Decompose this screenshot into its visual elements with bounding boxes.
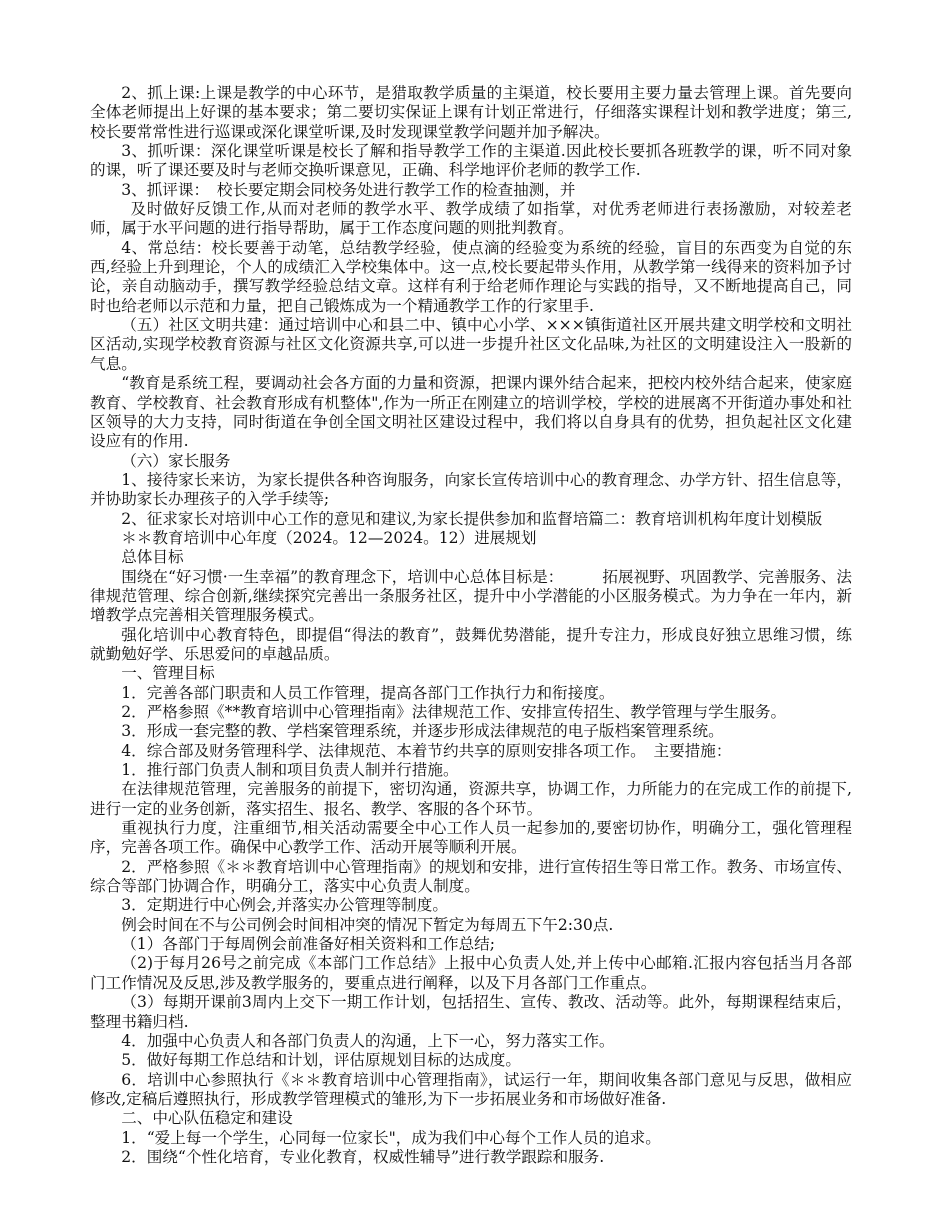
document-page [90,84,852,1167]
paragraph: 3、抓评课： 校长要定期会同校务处进行教学工作的检查抽测，并 [121,180,576,199]
paragraph: “教育是系统工程，要调动社会各方面的力量和资源，把课内课外结合起来，把校内校外结合起来，使家庭教育、学校教育、社会教育形成有机整体",作为一所正在刚建立的培训学校，学校的进展离不开街道办事处和社区领导的大力支持，同时街道在争创全国文明社区建设过程中，我们将以自身具有的优势，担负起社区文化建设应有的作用. [90,374,852,451]
paragraph: 3、抓听课：深化课堂听课是校长了解和指导教学工作的主渠道.因此校长要抓各班教学的课，听不同对象的课，听了课还要及时与老师交换听课意见，正确、科学地评价老师的教学工作. [90,142,852,180]
paragraph: 1、接待家长来访，为家长提供各种咨询服务，向家长宣传培训中心的教育理念、办学方针、招生信息等，并协助家长办理孩子的入学手续等; [90,470,852,509]
list-item: 3．定期进行中心例会,并落实办公管理等制度。 [121,896,448,915]
paragraph: 4、常总结：校长要善于动笔，总结教学经验，使点滴的经验变为系统的经验，盲目的东西变为自觉的东西,经验上升到理论，个人的成绩汇入学校集体中。这一点,校长要起带头作用，从教学第一线得来的资料加予讨论，亲自动脑动手，撰写教学经验总结文章。这样有利于给老师作理论与实践的指导，又不断地提高自己，同时也给老师以示范和力量，把自己锻炼成为一个精通教学工作的行家里手. [90,238,852,315]
list-item: 4．综合部及财务管理科学、法律规范、本着节约共享的原则安排各项工作。 主要措施： [121,741,732,760]
paragraph: 重视执行力度，注重细节,相关活动需要全中心工作人员一起参加的,要密切协作，明确分工，强化管理程序，完善各项工作。确保中心教学工作、活动开展等顺利开展。 [90,819,852,857]
list-item: 1．推行部门负责人制和项目负责人制并行措施。 [121,761,459,780]
section-heading: 一、管理目标 [121,664,215,683]
list-item: （3）每期开课前3周内上交下一期工作计划，包括招生、宣传、教改、活动等。此外，每期课程结束后，整理书籍归档. [90,993,852,1031]
list-item: 5．做好每期工作总结和计划，评估原规划目标的达成度。 [121,1051,521,1070]
paragraph: 2、抓上课:上课是教学的中心环节，是猎取教学质量的主渠道，校长要用主要力量去管理上课。首先要向全体老师提出上好课的基本要求；第二要切实保证上课有计划正常进行，仔细落实课程计划和教学进度；第三,校长要常常性进行巡课或深化课堂听课,及时发现课堂教学问题并加予解决。 [90,84,852,141]
list-item: （2)于每月26号之前完成《本部门工作总结》上报中心负责人处,并上传中心邮箱.汇报内容包括当月各部门工作情况及反思,涉及教学服务的，要重点进行阐释，以及下月各部门工作重点。 [90,954,852,992]
list-item: 1．“爱上每一个学生，心同每一位家长"，成为我们中心每个工作人员的追求。 [121,1128,661,1147]
list-item: 2．严格参照《**教育培训中心管理指南》法律规范工作、安排宣传招生、教学管理与学生服务。 [121,703,787,721]
list-item: 2．严格参照《＊＊教育培训中心管理指南》的规划和安排，进行宣传招生等日常工作。教务、市场宣传、综合等部门协调合作，明确分工，落实中心负责人制度。 [90,857,852,896]
paragraph: 强化培训中心教育特色，即提倡“得法的教育”，鼓舞优势潜能，提升专注力，形成良好独立思维习惯，练就勤勉好学、乐思爱问的卓越品质。 [90,625,852,663]
paragraph: 围绕在“好习惯·一生幸福”的教育理念下，培训中心总体目标是： 拓展视野、巩固教学、完善服务、法律规范管理、综合创新,继续探究完善出一条服务社区，提升中小学潜能的小区服务模式。为力争在一年内，新增教学点完善相关管理服务模式。 [90,567,852,625]
section-heading: 总体目标 [121,548,184,567]
section-heading: （六）家长服务 [121,451,231,470]
list-item: 6．培训中心参照执行《＊＊教育培训中心管理指南》，试运行一年，期间收集各部门意见与反思，做相应修改,定稿后遵照执行，形成教学管理模式的雏形,为下一步拓展业务和市场做好准备. [90,1070,852,1108]
list-item: （1）各部门于每周例会前准备好相关资料和工作总结; [121,935,496,954]
paragraph: （五）社区文明共建：通过培训中心和县二中、镇中心小学、×××镇街道社区开展共建文明学校和文明社区活动,实现学校教育资源与社区文化资源共享,可以进一步提升社区文化品味,为社区的文明建设注入一股新的气息。 [90,316,852,373]
paragraph: 2、征求家长对培训中心工作的意见和建议,为家长提供参加和监督培篇二：教育培训机构年度计划模版 [121,509,823,528]
list-item: 4．加强中心负责人和各部门负责人的沟通，上下一心，努力落实工作。 [121,1031,615,1050]
paragraph: 及时做好反馈工作,从而对老师的教学水平、教学成绩了如指掌，对优秀老师进行表扬激励，对较差老师，属于水平问题的进行指导帮助，属于工作态度问题的则批判教育。 [90,200,852,238]
list-item: 3．形成一套完整的教、学档案管理系统，并逐步形成法律规范的电子版档案管理系统。 [121,722,724,741]
list-item: 2．围绕“个性化培育，专业化教育，权威性辅导”进行教学跟踪和服务. [121,1147,605,1166]
list-item: 1．完善各部门职责和人员工作管理，提高各部门工作执行力和衔接度。 [121,683,615,702]
document-title: ＊＊教育培训中心年度（2024。12—2024。12）进展规划 [121,528,537,547]
paragraph: 例会时间在不与公司例会时间相冲突的情况下暂定为每周五下午2:30点. [121,915,614,934]
section-heading: 二、中心队伍稳定和建设 [121,1109,293,1128]
paragraph: 在法律规范管理，完善服务的前提下，密切沟通，资源共享，协调工作，力所能力的在完成工作的前提下,进行一定的业务创新，落实招生、报名、教学、客服的各个环节。 [90,780,852,818]
